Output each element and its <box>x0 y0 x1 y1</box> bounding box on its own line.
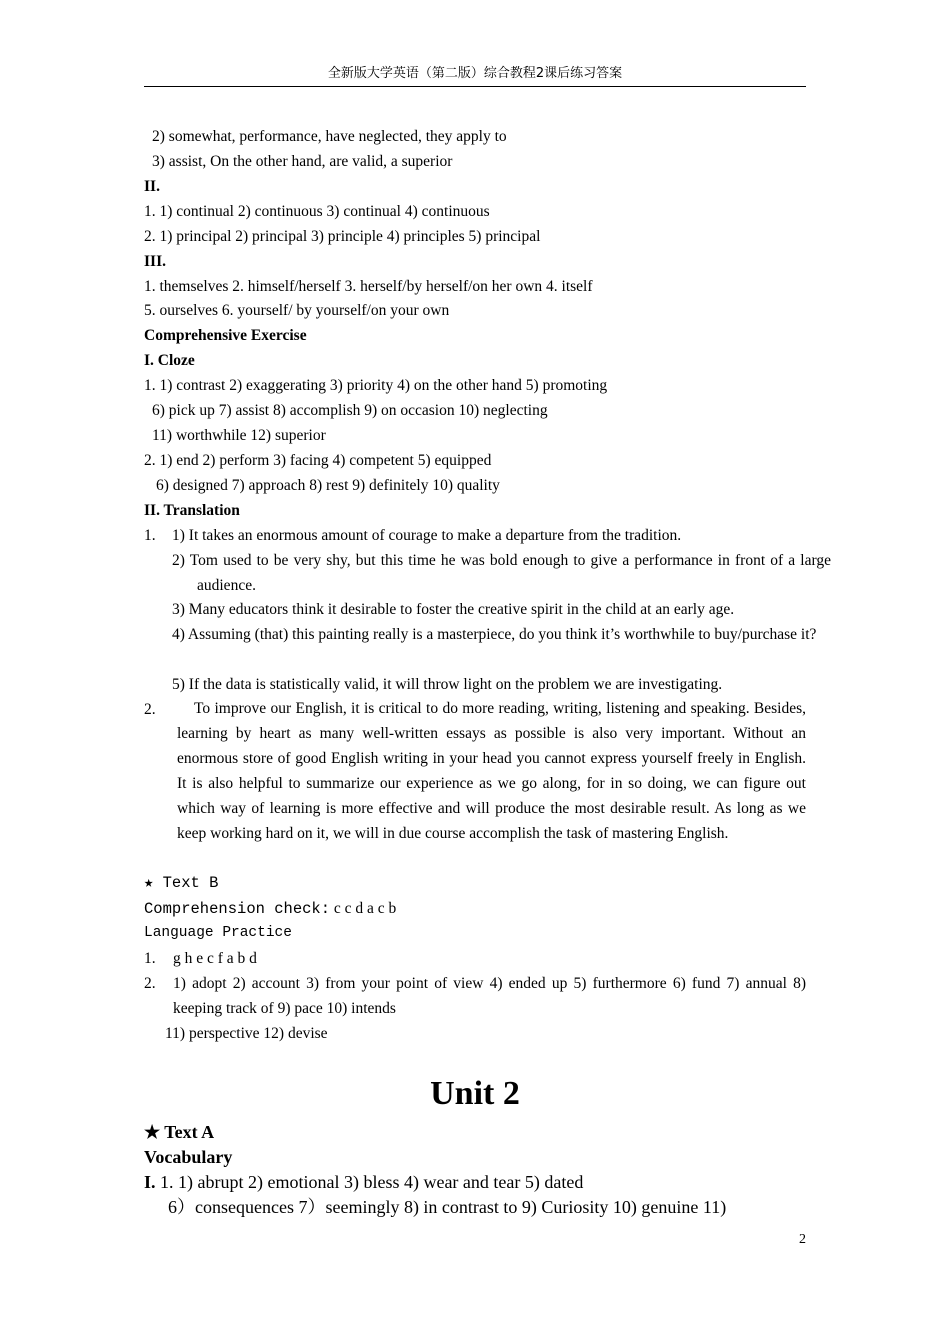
cloze-heading: I. Cloze <box>144 352 195 369</box>
translation-1-item: 4) Assuming (that) this painting really is a masterpiece, do you think it’s worthwhile to buy/purchase it? <box>172 626 817 643</box>
translation-heading: II. Translation <box>144 502 240 519</box>
unit2-text-a-heading: ★ Text A <box>144 1122 215 1142</box>
text-b-heading: ★ Text B <box>144 874 219 892</box>
cloze-line: 1. 1) contrast 2) exaggerating 3) priority 4) on the other hand 5) promoting <box>144 377 608 394</box>
translation-1-item: 1) It takes an enormous amount of courage to make a departure from the tradition. <box>172 527 682 544</box>
unit-title: Unit 2 <box>430 1075 520 1112</box>
page-number: 2 <box>799 1232 806 1247</box>
cloze-line: 2. 1) end 2) perform 3) facing 4) competent 5) equipped <box>144 452 492 469</box>
language-practice-1-answers: g h e c f a b d <box>173 950 257 967</box>
comprehension-check <box>144 896 396 922</box>
comprehensive-exercise-heading: Comprehensive Exercise <box>144 327 307 344</box>
language-practice-2-answers: 1) adopt 2) account 3) from your point of view 4) ended up 5) furthermore 6) fund 7) annual 8) keeping track of 9) pace 10) intends <box>173 975 806 1017</box>
page-header: 全新版大学英语（第二版）综合教程2课后练习答案 <box>144 64 806 87</box>
section-ii-line-2: 2. 1) principal 2) principal 3) principle 4) principles 5) principal <box>144 228 541 245</box>
section-iii-heading: III. <box>144 253 166 270</box>
translation-1-number: 1. <box>144 527 156 544</box>
language-practice-2-number: 2. <box>144 975 156 992</box>
unit2-vocab-i-label: I. <box>144 1172 156 1192</box>
comprehension-check-label: Comprehension check: <box>144 900 331 918</box>
translation-2-number: 2. <box>144 701 156 718</box>
cloze-line: 11) worthwhile 12) superior <box>152 427 326 444</box>
vocab-answer-line-2: 2) somewhat, performance, have neglected, they apply to <box>152 128 507 145</box>
cloze-line: 6) pick up 7) assist 8) accomplish 9) on occasion 10) neglecting <box>152 402 548 419</box>
section-ii-heading: II. <box>144 178 160 195</box>
vocab-answer-line-3: 3) assist, On the other hand, are valid, a superior <box>152 153 453 170</box>
section-iii-line-1: 1. themselves 2. himself/herself 3. herself/by herself/on her own 4. itself <box>144 278 593 295</box>
language-practice-2-line-3: 11) perspective 12) devise <box>165 1025 328 1042</box>
translation-1-item: 5) If the data is statistically valid, it will throw light on the problem we are investigating. <box>172 676 723 693</box>
unit2-vocab-i-answers: 1. 1) abrupt 2) emotional 3) bless 4) wear and tear 5) dated <box>160 1172 584 1192</box>
unit2-vocab-line-2: 6）consequences 7）seemingly 8) in contrast to 9) Curiosity 10) genuine 11) <box>168 1197 727 1217</box>
section-ii-line-1: 1. 1) continual 2) continuous 3) continual 4) continuous <box>144 203 490 220</box>
language-practice-heading: Language Practice <box>144 925 292 941</box>
translation-1-item: 3) Many educators think it desirable to foster the creative spirit in the child at an early age. <box>172 601 735 618</box>
translation-2-paragraph: To improve our English, it is critical to do more reading, writing, listening and speaking. Besides, learning by heart as many well-written essays as possible is also very important. Without an enormous store of good English writing in your head you cannot express yourself freely in English. It is also helpful to summarize our experience as we go along, for in so doing, we can figure out which way of learning is more effective and will produce the most desirable result. As long as we keep working hard on it, we will in due course accomplish the task of mastering English. <box>177 700 806 842</box>
comprehension-check-answers: c c d a c b <box>333 900 397 917</box>
language-practice-1-number: 1. <box>144 950 156 967</box>
unit2-vocab-line-1 <box>144 1170 583 1195</box>
cloze-line: 6) designed 7) approach 8) rest 9) definitely 10) quality <box>156 477 500 494</box>
unit2-vocabulary-heading: Vocabulary <box>144 1147 233 1167</box>
translation-1-item: 2) Tom used to be very shy, but this time he was bold enough to give a performance in front of a large audience. <box>172 552 831 594</box>
section-iii-line-2: 5. ourselves 6. yourself/ by yourself/on your own <box>144 302 450 319</box>
